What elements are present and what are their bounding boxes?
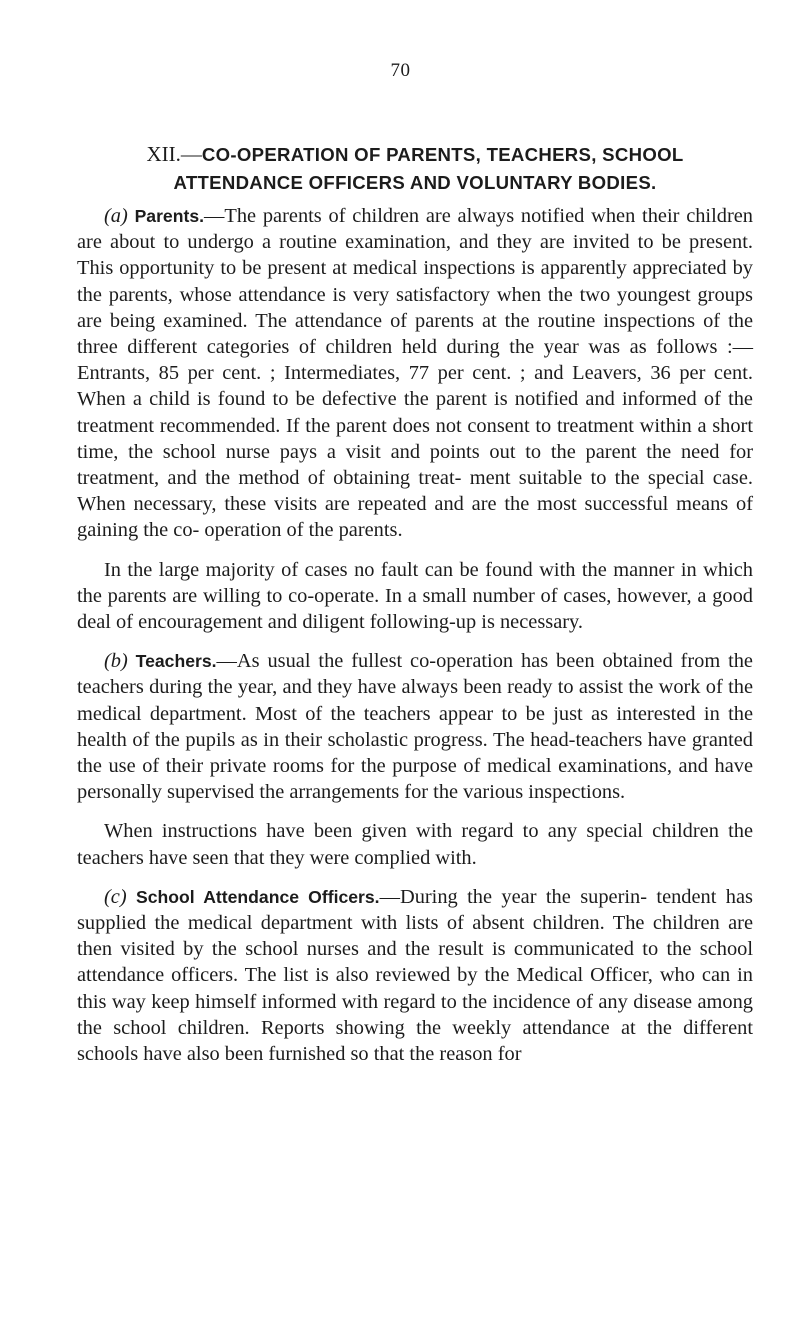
paragraph-attendance-officers xyxy=(77,884,753,1067)
subsection-label-b: (b) xyxy=(104,650,128,673)
paragraph-parents xyxy=(77,203,753,544)
paragraph-text: When instructions have been given with regard to any special children the teachers have seen that they were complied with. xyxy=(77,820,753,869)
heading-dash: — xyxy=(180,142,202,166)
section-number: XII. xyxy=(146,142,181,166)
subsection-label-a: (a) xyxy=(104,205,128,227)
subsection-title-teachers: Teachers. xyxy=(135,651,217,672)
paragraph-teachers-instructions xyxy=(77,818,753,870)
paragraph-text: —During the year the superin- tendent has supplied the medical department with lists of absent children. The children are then visited by the school nurses and the result is communicated to the school attendance officers. The list is also reviewed by the Medical Officer, who can in this way keep himself informed with regard to the incidence of any disease among the school children. Reports showing the weekly attendance at the different schools have also been furnished so that the reason for xyxy=(77,885,753,1066)
section-heading xyxy=(77,140,753,197)
page-body xyxy=(77,140,753,1080)
subsection-title-parents: Parents. xyxy=(134,206,204,226)
paragraph-teachers xyxy=(77,648,753,805)
paragraph-text: —As usual the fullest co-operation has been obtained from the teachers during the year, and they have always been ready to assist the work of the medical department. Most of the teachers appear to be just as interested in the health of the pupils as in their scholastic progress. The head-teachers have granted the use of their private rooms for the purpose of medical examinations, and have personally supervised the arrangements for the various inspections. xyxy=(77,650,753,804)
paragraph-parents-cooperation xyxy=(77,557,753,636)
page-number: 70 xyxy=(390,60,411,81)
subsection-label-c: (c) xyxy=(104,885,127,908)
subsection-title-attendance-officers: School Attendance Officers. xyxy=(136,886,380,907)
paragraph-text: —The parents of children are always notified when their children are about to undergo a routine examination, and they are invited to be present. This opportunity to be present at medical inspections is apparently appreciated by the parents, whose attendance is very satisfactory when the two youngest groups are being examined. The attendance of parents at the routine inspections of the three different categories of children held during the year was as follows :—Entrants, 85 per cent. ; Intermediates, 77 per cent. ; and Leavers, 36 per cent. When a child is found to be defective the parent is notified and informed of the treatment recommended. If the parent does not consent to treatment within a short time, the school nurse pays a visit and points out to the parent the need for treatment, and the method of obtaining treat- ment suitable to the special case. When necessary, these visits are repeated and are the most successful means of gaining the co- operation of the parents. xyxy=(77,205,753,542)
paragraph-text: In the large majority of cases no fault can be found with the manner in which the parents are willing to co-operate. In a small number of cases, however, a good deal of encouragement and diligent following-up is necessary. xyxy=(77,558,753,634)
section-title-line-1: CO-OPERATION OF PARENTS, TEACHERS, SCHOOL xyxy=(201,144,684,165)
section-title-line-2: ATTENDANCE OFFICERS AND VOLUNTARY BODIES. xyxy=(173,172,657,193)
